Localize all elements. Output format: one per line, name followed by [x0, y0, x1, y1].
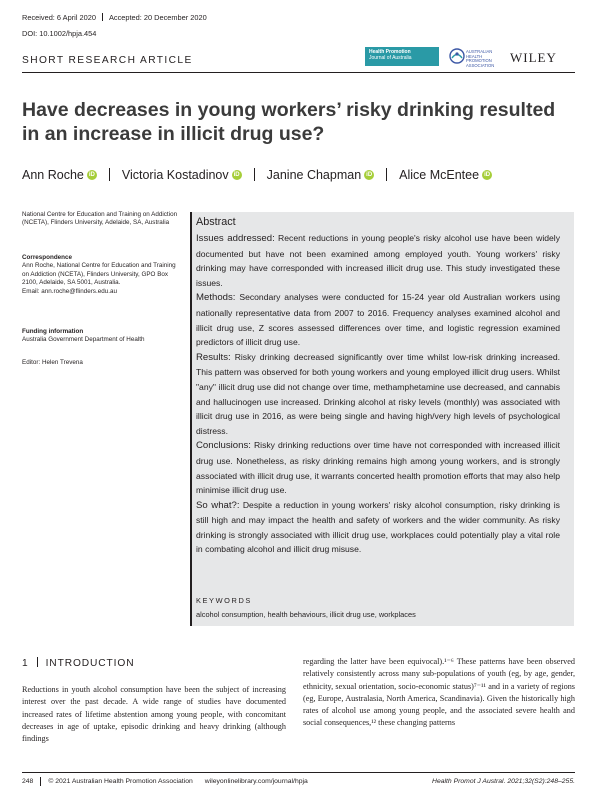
orcid-icon[interactable]: iD — [366, 172, 373, 178]
orcid-icon[interactable]: iD — [233, 172, 240, 178]
orcid-icon[interactable]: iD — [484, 172, 491, 178]
section-number: 1 — [22, 658, 29, 669]
correspondence-heading: Correspondence — [22, 254, 73, 261]
association-logo-text: AUSTRALIAN HEALTH PROMOTION ASSOCIATION — [466, 49, 495, 68]
abstract-issues: Issues addressed: Recent reductions in young people's risky alcohol use have been widely documented but have not been examined among employed youth. Young workers' risky drinking may have corresponded with increased illicit drug use. This study investigated these issues. — [196, 233, 560, 288]
author-list — [22, 168, 492, 182]
journal-name-line1: Health Promotion — [369, 49, 411, 55]
intro-left-column: Reductions in youth alcohol consumption have been the subject of increasing interest over the past decade. A wide range of studies have documented increased rates of lifetime abstention among young people, with concomitant decreases in age of uptake, episodic drinking and heavy drinking (although findings — [22, 685, 286, 744]
page-footer — [22, 777, 575, 786]
journal-url[interactable]: wileyonlinelibrary.com/journal/hpja — [204, 778, 308, 785]
association-logo — [449, 46, 499, 66]
intro-right-column: regarding the latter have been equivocal).¹⁻⁶ These patterns have been observed relatively consistently across many sub-populations of youth (eg, by age, gender, ethnicity, sexual orientation, socio-economic status)⁷⁻¹¹ and in a variety of regions (eg, Europe, Australasia, North America, Scandinavia). Given the historically high rates of alcohol use among young people, and the associated severe health and social consequences,¹² these changing patterns — [303, 657, 575, 728]
date-separator — [102, 13, 103, 21]
journal-name-line2: Journal of Australia — [369, 55, 412, 61]
abstract-so-what: So what?: Despite a reduction in young workers' risky alcohol consumption, risky drinking is still high and may impact the health and safety of workers and the wider community. As risky drinking is strongly associated with illicit drug use, workplaces could potentially play a vital role in combating alcohol and illicit drug misuse. — [196, 499, 560, 555]
header-rule — [22, 72, 575, 73]
section-separator — [37, 657, 38, 667]
article-dates — [22, 13, 207, 22]
doi-link[interactable]: DOI: 10.1002/hpja.454 — [22, 29, 97, 38]
keywords-heading: KEYWORDS — [196, 596, 252, 605]
funding-block — [22, 328, 180, 345]
editor-note: Editor: Helen Trevena — [22, 359, 83, 366]
author-1[interactable]: Ann Roche iD — [22, 168, 95, 182]
author-2[interactable]: Victoria Kostadinov iD — [121, 168, 240, 182]
abstract-title: Abstract — [196, 216, 236, 228]
author-4[interactable]: Alice McEntee iD — [399, 168, 491, 182]
page-number: 248 — [22, 778, 34, 785]
keywords: alcohol consumption, health behaviours, illicit drug use, workplaces — [196, 610, 416, 619]
article-type: SHORT RESEARCH ARTICLE — [22, 55, 193, 66]
funding-body: Australia Government Department of Health — [22, 336, 145, 344]
abstract-body — [196, 231, 560, 557]
author-separator — [386, 168, 387, 181]
section-title: INTRODUCTION — [45, 658, 135, 669]
correspondence-email[interactable]: Email: ann.roche@flinders.edu.au — [22, 287, 117, 295]
association-logo-icon — [449, 48, 465, 64]
footer-separator — [40, 777, 41, 786]
citation: Health Promot J Austral. 2021;32(S2):248–255. — [432, 778, 575, 785]
orcid-icon[interactable]: iD — [88, 172, 95, 178]
journal-logo — [365, 47, 439, 66]
affiliation: National Centre for Education and Training on Addiction (NCETA), Flinders University, Adelaide, SA, Australia — [22, 211, 178, 227]
abstract-conclusions: Conclusions: Risky drinking reductions over time have not corresponded with increased illicit drug use. Nonetheless, as risky drinking remains high among young workers, and is strongly associated with illicit drug use, it warrants concerted health promotion efforts that may also help minimise illicit drug use. — [196, 440, 560, 496]
section-heading-introduction — [22, 657, 134, 669]
abstract-results: Results: Risky drinking decreased significantly over time whilst low-risk drinking increased. This pattern was observed for both young workers and young employed illicit drug users. Whilst "any" illicit drug use did not change over time, methamphetamine use decreased, and cannabis and hallucinogen use increased. Drinking alcohol at risky levels (monthly) was associated with illicit drug use in 2016, as were being single and having high/very high levels of psychological distress. — [196, 351, 560, 436]
footer-rule — [22, 772, 575, 773]
copyright: © 2021 Australian Health Promotion Association — [48, 778, 193, 785]
article-title: Have decreases in young workers’ risky drinking resulted in an increase in illicit drug use? — [22, 99, 556, 145]
author-3[interactable]: Janine Chapman iD — [266, 168, 373, 182]
abstract-methods: Methods: Secondary analyses were conducted for 15-24 year old Australian workers using nationally representative data from 2007 to 2016. Frequency analyses examined alcohol and illicit drug use, Z scores assessed differences over time, and logistic regression examined predictors of illicit drug use. — [196, 292, 560, 348]
correspondence-body: Ann Roche, National Centre for Education and Training on Addiction (NCETA), Flinders University, GPO Box 2100, Adelaide, SA 5001, Australia. — [22, 262, 176, 287]
author-separator — [254, 168, 255, 181]
abstract-rule — [190, 212, 192, 626]
funding-heading: Funding information — [22, 328, 84, 335]
accepted-date: Accepted: 20 December 2020 — [108, 13, 207, 22]
received-date: Received: 6 April 2020 — [22, 13, 96, 22]
correspondence-block — [22, 254, 180, 296]
author-separator — [109, 168, 110, 181]
publisher-logo: WILEY — [510, 50, 557, 65]
